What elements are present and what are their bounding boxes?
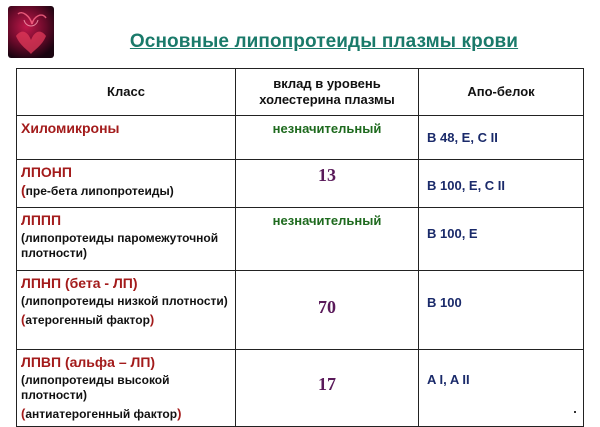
table-row bbox=[17, 208, 584, 271]
class-name: Хиломикроны bbox=[21, 120, 120, 136]
class-cell bbox=[17, 208, 236, 271]
table-header-row bbox=[17, 69, 584, 116]
class-factor: (атерогенный фактор) bbox=[21, 312, 155, 327]
contribution-cell bbox=[236, 160, 419, 208]
apo-value: B 100, E bbox=[427, 226, 478, 241]
apo-value: B 48, E, C II bbox=[427, 130, 498, 145]
table-row bbox=[17, 350, 584, 427]
class-desc: (пре-бета липопротеиды) bbox=[21, 182, 174, 198]
contribution-cell bbox=[236, 271, 419, 350]
contribution-value: незначительный bbox=[272, 121, 382, 136]
page-dot bbox=[574, 411, 576, 413]
page-title: Основные липопротеиды плазмы крови bbox=[129, 31, 519, 52]
contribution-cell bbox=[236, 208, 419, 271]
lipoprotein-table bbox=[16, 68, 584, 427]
apo-cell bbox=[419, 271, 584, 350]
class-name: ЛПОНП bbox=[21, 164, 72, 180]
class-desc: (липопротеиды высокой плотности) bbox=[21, 373, 170, 402]
class-name: ЛПВП (альфа – ЛП) bbox=[21, 354, 156, 370]
contribution-value: 70 bbox=[318, 297, 336, 317]
class-cell bbox=[17, 271, 236, 350]
class-cell bbox=[17, 160, 236, 208]
class-cell bbox=[17, 116, 236, 160]
contribution-cell bbox=[236, 350, 419, 427]
apo-value: B 100 bbox=[427, 295, 462, 310]
table-row bbox=[17, 271, 584, 350]
apo-value: B 100, E, C II bbox=[427, 178, 506, 193]
class-name: ЛППП bbox=[21, 212, 62, 228]
class-name: ЛПНП (бета - ЛП) bbox=[21, 275, 138, 291]
header-contribution: вклад в уровень холестерина плазмы bbox=[236, 69, 419, 116]
class-desc: (липопротеиды паромежуточной плотности) bbox=[21, 231, 219, 260]
apo-cell bbox=[419, 350, 584, 427]
class-desc: (липопротеиды низкой плотности) bbox=[21, 294, 228, 308]
table-row bbox=[17, 160, 584, 208]
apo-cell bbox=[419, 116, 584, 160]
contribution-cell bbox=[236, 116, 419, 160]
apo-cell bbox=[419, 208, 584, 271]
contribution-value: незначительный bbox=[272, 213, 382, 228]
contribution-value: 17 bbox=[318, 374, 336, 394]
header-class: Класс bbox=[17, 69, 236, 116]
table-row bbox=[17, 116, 584, 160]
class-cell bbox=[17, 350, 236, 427]
class-factor: (антиатерогенный фактор) bbox=[21, 406, 182, 421]
apo-cell bbox=[419, 160, 584, 208]
apo-value: A I, A II bbox=[427, 372, 470, 387]
header-apoprotein: Апо-белок bbox=[419, 69, 584, 116]
contribution-value: 13 bbox=[318, 165, 336, 185]
